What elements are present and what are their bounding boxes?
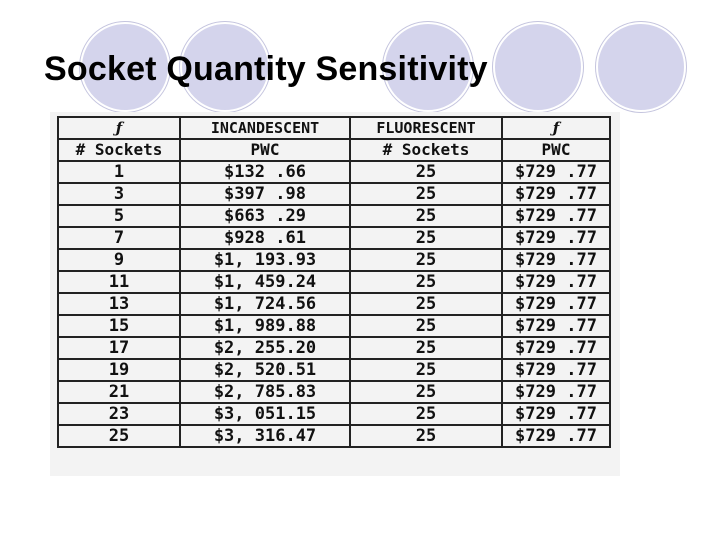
table-row (58, 205, 610, 227)
table-cell: 17 (58, 337, 180, 359)
table-cell: 11 (58, 271, 180, 293)
table-cell: 25 (350, 205, 502, 227)
table-cell: $729 .77 (502, 183, 610, 205)
table-cell: $729 .77 (502, 271, 610, 293)
table-header-row (58, 139, 610, 161)
table-cell: 25 (350, 315, 502, 337)
table-cell: $2, 785.83 (180, 381, 350, 403)
table-row (58, 315, 610, 337)
table-cell: $2, 255.20 (180, 337, 350, 359)
table-image (50, 112, 620, 476)
table-cell: 25 (350, 293, 502, 315)
table-cell: 25 (58, 425, 180, 447)
table-cell: $1, 459.24 (180, 271, 350, 293)
sensitivity-table (57, 116, 611, 448)
table-cell: 13 (58, 293, 180, 315)
table-cell: 25 (350, 183, 502, 205)
table-cell: 25 (350, 271, 502, 293)
header-cell: # Sockets (58, 139, 180, 161)
slide-title: Socket Quantity Sensitivity (44, 50, 488, 88)
table-cell: 25 (350, 161, 502, 183)
table-row (58, 293, 610, 315)
table-row (58, 337, 610, 359)
table-cell: 25 (350, 403, 502, 425)
table-cell: $397 .98 (180, 183, 350, 205)
table-cell: 3 (58, 183, 180, 205)
decorative-circle (596, 22, 686, 112)
table-row (58, 403, 610, 425)
table-cell: $1, 989.88 (180, 315, 350, 337)
table-cell: $729 .77 (502, 227, 610, 249)
table-cell: $729 .77 (502, 425, 610, 447)
table-cell: 25 (350, 337, 502, 359)
table-cell: 9 (58, 249, 180, 271)
table-body (58, 161, 610, 447)
table-cell: $729 .77 (502, 205, 610, 227)
table-cell: $729 .77 (502, 293, 610, 315)
table-cell: $729 .77 (502, 337, 610, 359)
header-cell: INCANDESCENT (180, 117, 350, 139)
table-cell: 7 (58, 227, 180, 249)
table-cell: 25 (350, 381, 502, 403)
table-row (58, 359, 610, 381)
table-row (58, 425, 610, 447)
table-row (58, 249, 610, 271)
table-row (58, 183, 610, 205)
table-cell: $928 .61 (180, 227, 350, 249)
header-cell: PWC (502, 139, 610, 161)
decorative-circle (493, 22, 583, 112)
table-cell: $663 .29 (180, 205, 350, 227)
table-cell: 25 (350, 249, 502, 271)
table-cell: $729 .77 (502, 249, 610, 271)
table-header-row (58, 117, 610, 139)
header-cell: FLUORESCENT (350, 117, 502, 139)
table-cell: $132 .66 (180, 161, 350, 183)
header-cell: # Sockets (350, 139, 502, 161)
table-cell: 15 (58, 315, 180, 337)
table-cell: 1 (58, 161, 180, 183)
table-row (58, 381, 610, 403)
table-cell: $729 .77 (502, 403, 610, 425)
table-cell: 25 (350, 359, 502, 381)
table-cell: $729 .77 (502, 359, 610, 381)
table-cell: 25 (350, 425, 502, 447)
table-cell: $3, 316.47 (180, 425, 350, 447)
table-row (58, 161, 610, 183)
header-cell: ƒ (58, 117, 180, 139)
table-cell: 21 (58, 381, 180, 403)
header-cell: PWC (180, 139, 350, 161)
table-cell: 25 (350, 227, 502, 249)
table-cell: 5 (58, 205, 180, 227)
table-cell: $2, 520.51 (180, 359, 350, 381)
table-cell: $729 .77 (502, 315, 610, 337)
table-cell: $729 .77 (502, 381, 610, 403)
table-cell: 23 (58, 403, 180, 425)
table-cell: 19 (58, 359, 180, 381)
table-cell: $1, 724.56 (180, 293, 350, 315)
table-row (58, 227, 610, 249)
header-cell: ƒ (502, 117, 610, 139)
table-cell: $1, 193.93 (180, 249, 350, 271)
table-row (58, 271, 610, 293)
table-cell: $729 .77 (502, 161, 610, 183)
table-cell: $3, 051.15 (180, 403, 350, 425)
